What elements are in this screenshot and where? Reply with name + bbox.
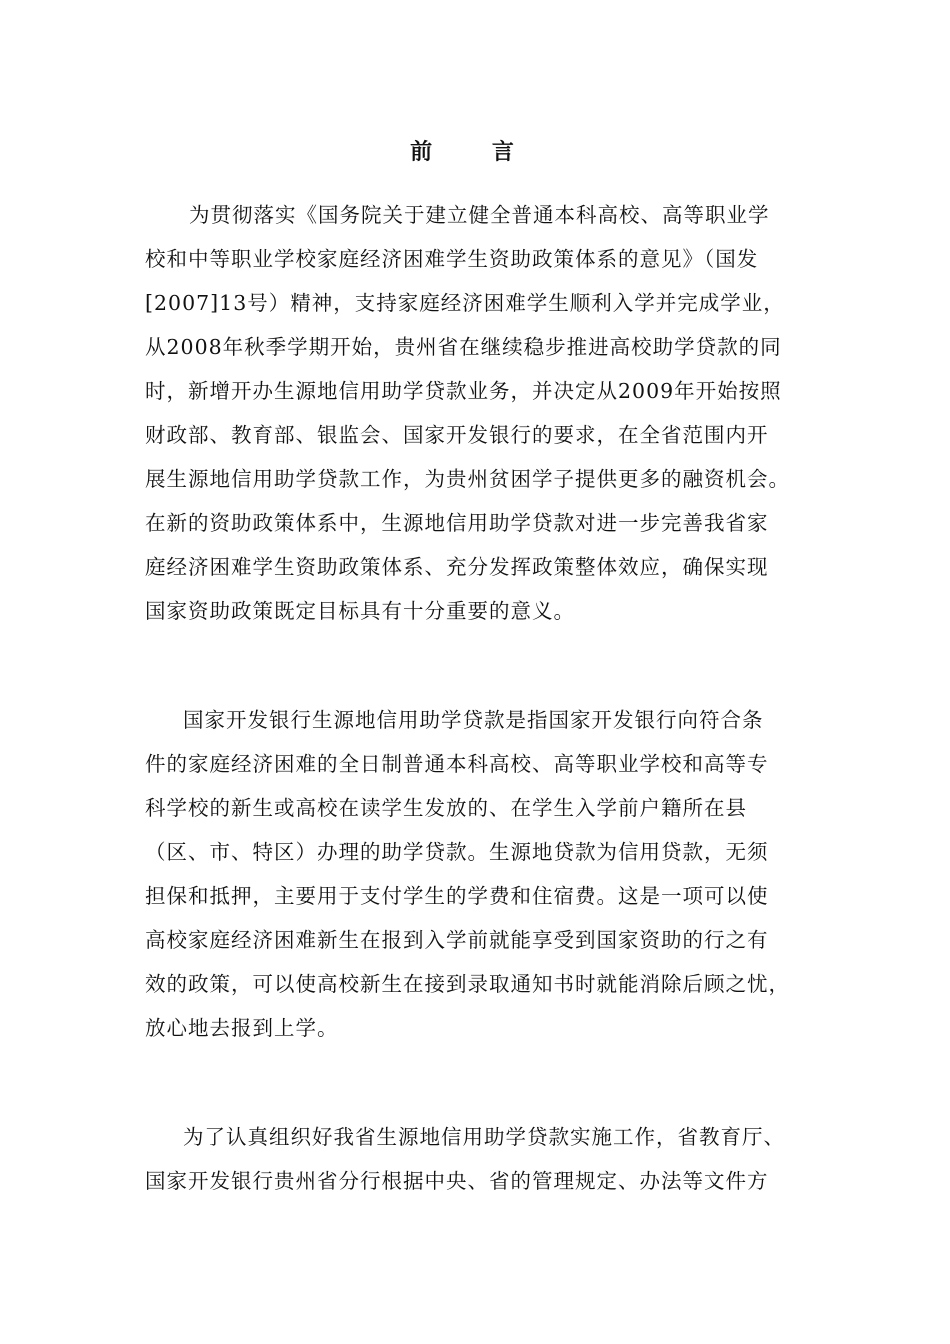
- text-line: 担保和抵押，主要用于支付学生的学费和住宿费。这是一项可以使: [145, 884, 769, 908]
- paragraph-1: [145, 193, 815, 633]
- text-line: 时，新增开办生源地信用助学贷款业务，并决定从2009年开始按照: [145, 379, 782, 403]
- text-line: 科学校的新生或高校在读学生发放的、在学生入学前户籍所在县: [145, 796, 747, 820]
- text-line: 庭经济困难学生资助政策体系、充分发挥政策整体效应，确保实现: [145, 555, 769, 579]
- paragraph-2: [145, 698, 815, 1050]
- paragraph-3: [145, 1115, 815, 1203]
- text-line: 效的政策，可以使高校新生在接到录取通知书时就能消除后顾之忧，: [145, 972, 790, 996]
- text-line: 财政部、教育部、银监会、国家开发银行的要求，在全省范围内开: [145, 423, 769, 447]
- text-line: 件的家庭经济困难的全日制普通本科高校、高等职业学校和高等专: [145, 752, 769, 776]
- text-line: 国家开发银行贵州省分行根据中央、省的管理规定、办法等文件方: [145, 1169, 769, 1193]
- text-line: 在新的资助政策体系中，生源地信用助学贷款对进一步完善我省家: [145, 511, 769, 535]
- text-line: [2007]13号）精神，支持家庭经济困难学生顺利入学并完成学业，: [145, 291, 785, 315]
- text-line: 为了认真组织好我省生源地信用助学贷款实施工作，省教育厅、: [183, 1125, 785, 1149]
- text-line: 校和中等职业学校家庭经济困难学生资助政策体系的意见》（国发: [145, 247, 759, 271]
- text-line: 为贯彻落实《国务院关于建立健全普通本科高校、高等职业学: [189, 203, 770, 227]
- text-line: 从2008年秋季学期开始，贵州省在继续稳步推进高校助学贷款的同: [145, 335, 782, 359]
- text-line: 国家资助政策既定目标具有十分重要的意义。: [145, 599, 575, 623]
- text-line: 展生源地信用助学贷款工作，为贵州贫困学子提供更多的融资机会。: [145, 467, 790, 491]
- page-title: 前 言: [410, 139, 540, 165]
- text-line: 国家开发银行生源地信用助学贷款是指国家开发银行向符合条: [183, 708, 764, 732]
- text-line: 高校家庭经济困难新生在报到入学前就能享受到国家资助的行之有: [145, 928, 769, 952]
- text-line: 放心地去报到上学。: [145, 1016, 339, 1040]
- text-line: （区、市、特区）办理的助学贷款。生源地贷款为信用贷款，无须: [145, 840, 769, 864]
